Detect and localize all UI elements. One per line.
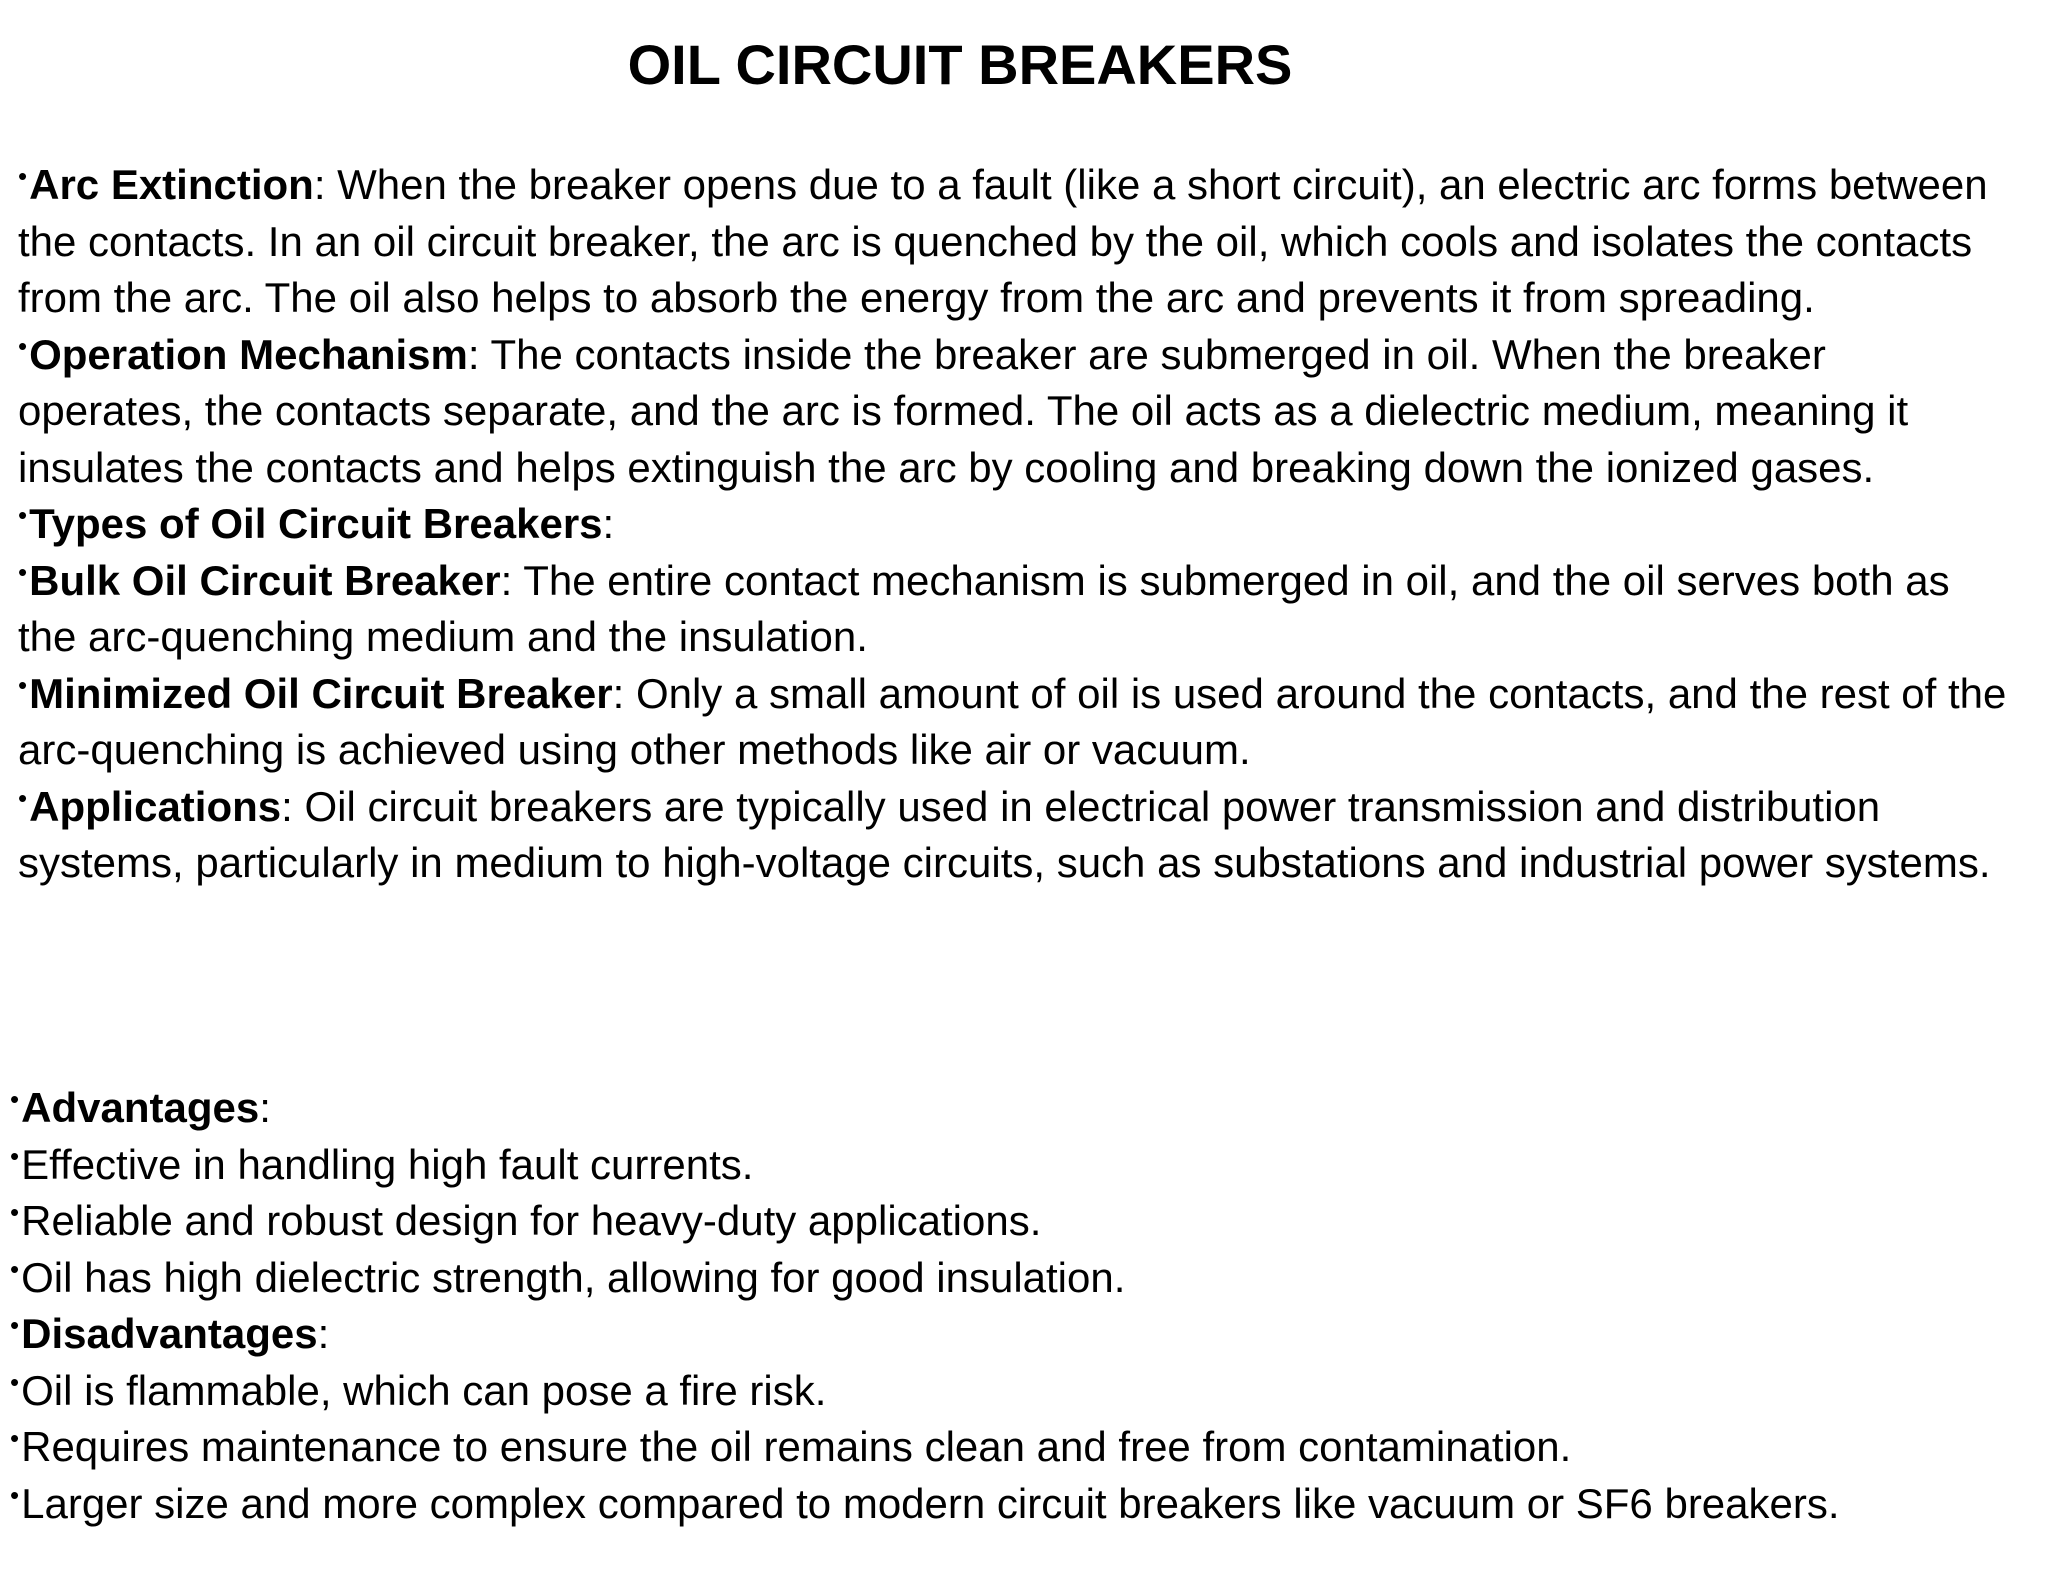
disadvantage-item — [10, 1363, 2000, 1420]
bullet-text: : — [602, 500, 615, 547]
bullet-text: Oil is flammable, which can pose a fire risk. — [21, 1366, 827, 1414]
bullet-term: Bulk Oil Circuit Breaker — [29, 556, 501, 604]
bullet-icon: • — [18, 782, 28, 813]
advantage-item — [10, 1193, 2000, 1250]
bullet-text: : Only a small amount of oil is used around the contacts, and the rest of the arc-quenching is achieved using other methods like air or vacuum. — [18, 669, 2007, 773]
bullet-term: Applications — [29, 782, 282, 830]
bullet-icon: • — [10, 1310, 20, 1340]
list-item-arc-extinction — [18, 157, 2008, 327]
advantage-item — [10, 1137, 2000, 1194]
advantages-heading — [10, 1080, 2000, 1137]
pros-cons-list — [10, 1080, 2000, 1532]
bullet-text: Larger size and more complex compared to modern circuit breakers like vacuum or SF6 breakers. — [21, 1479, 1840, 1527]
bullet-text: Requires maintenance to ensure the oil remains clean and free from contamination. — [21, 1423, 1572, 1470]
bullet-text: : — [317, 1310, 330, 1357]
bullet-text: : The entire contact mechanism is submerged in oil, and the oil serves both as the arc-quenching medium and the insulation. — [18, 556, 1950, 660]
bullet-icon: • — [18, 669, 28, 700]
list-item-operation-mechanism — [18, 327, 2008, 497]
main-bullet-list — [18, 157, 2008, 892]
list-item-minimized-oil — [18, 666, 2008, 779]
bullet-icon: • — [10, 1366, 20, 1397]
bullet-icon: • — [18, 556, 28, 587]
bullet-text: : The contacts inside the breaker are submerged in oil. When the breaker operates, the contacts separate, and the arc is formed. The oil acts as a dielectric medium, meaning it insulates the contacts and helps extinguish the arc by cooling and breaking down the ionized gases. — [18, 330, 1909, 491]
bullet-term: Types of Oil Circuit Breakers — [29, 500, 603, 547]
bullet-icon: • — [10, 1084, 20, 1114]
disadvantage-item — [10, 1419, 2000, 1476]
bullet-text: : When the breaker opens due to a fault (like a short circuit), an electric arc forms between the contacts. In an oil circuit breaker, the arc is quenched by the oil, which cools and isolates the contacts from the arc. The oil also helps to absorb the energy from the arc and prevents it from spreading. — [18, 161, 1988, 321]
page-title: OIL CIRCUIT BREAKERS — [627, 33, 1293, 96]
list-item-bulk-oil — [18, 553, 2008, 666]
bullet-icon: • — [10, 1197, 20, 1227]
bullet-term: Minimized Oil Circuit Breaker — [29, 669, 613, 717]
bullet-icon: • — [10, 1423, 20, 1453]
bullet-icon: • — [18, 500, 28, 530]
bullet-text: : — [259, 1084, 271, 1131]
list-item-types — [18, 496, 2008, 553]
bullet-icon: • — [18, 161, 28, 191]
disadvantage-item — [10, 1476, 2000, 1533]
bullet-term: Arc Extinction — [29, 161, 314, 208]
advantage-item — [10, 1250, 2000, 1307]
disadvantages-heading — [10, 1306, 2000, 1363]
bullet-text: Effective in handling high fault currents. — [21, 1140, 754, 1188]
bullet-term: Advantages — [21, 1084, 260, 1131]
bullet-text: : Oil circuit breakers are typically used in electrical power transmission and distribution systems, particularly in medium to high-voltage circuits, such as substations and industrial power systems. — [18, 782, 1991, 886]
bullet-icon: • — [10, 1140, 20, 1171]
list-item-applications — [18, 779, 2008, 892]
bullet-text: Reliable and robust design for heavy-duty applications. — [21, 1197, 1042, 1244]
bullet-term: Operation Mechanism — [29, 330, 468, 378]
bullet-term: Disadvantages — [21, 1310, 318, 1357]
bullet-icon: • — [10, 1253, 20, 1284]
bullet-icon: • — [18, 330, 28, 361]
bullet-text: Oil has high dielectric strength, allowing for good insulation. — [21, 1253, 1126, 1301]
bullet-icon: • — [10, 1479, 20, 1510]
